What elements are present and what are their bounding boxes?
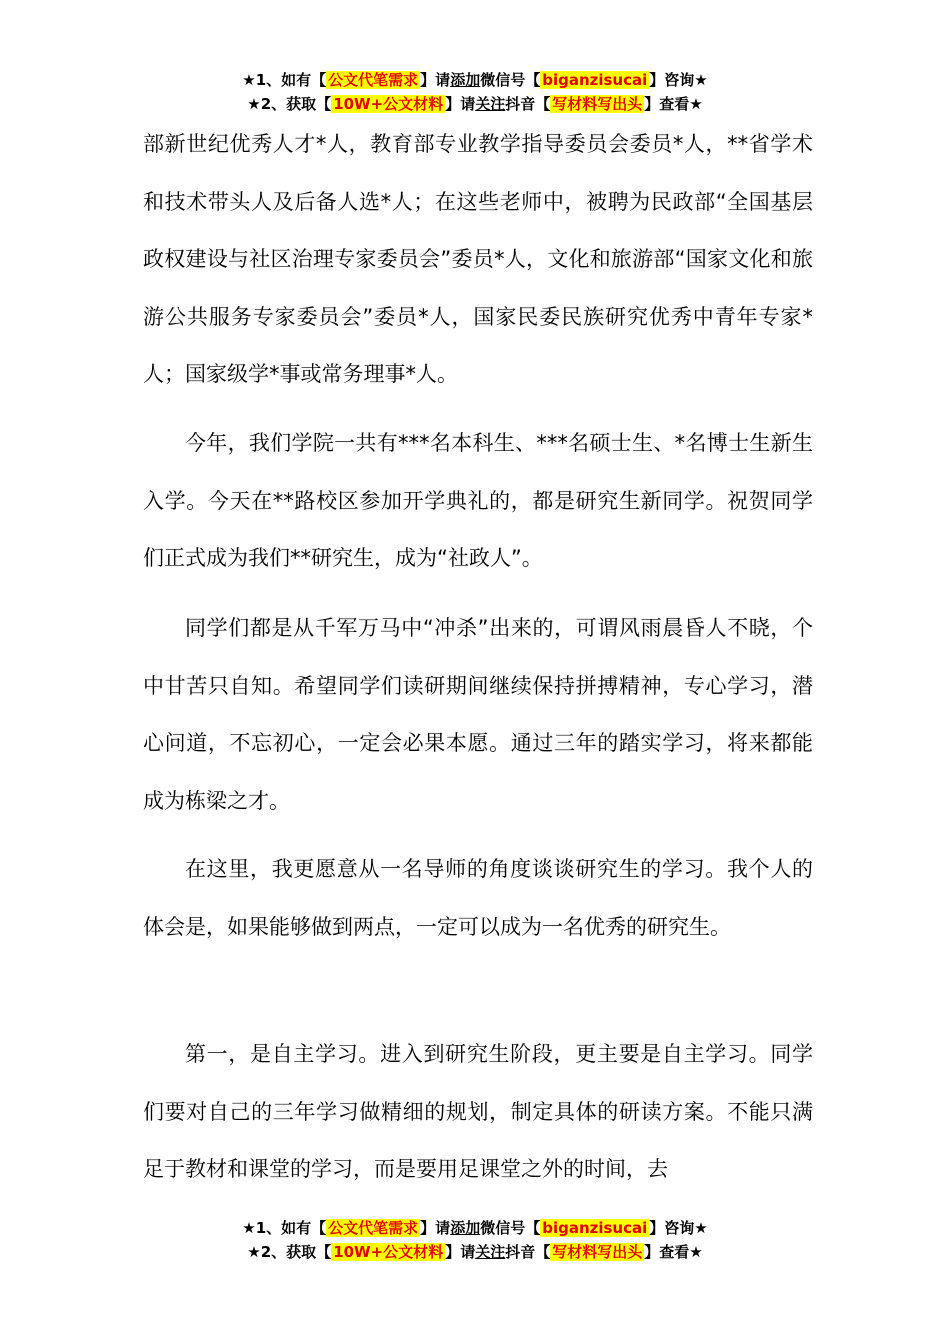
promo-highlight: 写材料写出头 bbox=[552, 95, 643, 113]
promo-line-2 bbox=[0, 1240, 950, 1264]
paragraph-continuation bbox=[143, 116, 813, 404]
promo-text: ★1、如有【 bbox=[242, 71, 327, 89]
paragraph-new-students bbox=[143, 415, 813, 588]
promo-underlined: 关注 bbox=[475, 95, 506, 113]
promo-text: ★2、获取【 bbox=[247, 1243, 332, 1261]
promo-highlight: 公文代笔需求 bbox=[328, 71, 419, 89]
promo-underlined: 添加 bbox=[450, 71, 481, 89]
promo-text: ★2、获取【 bbox=[247, 95, 332, 113]
paragraph: 今年，我们学院一共有***名本科生、***名硕士生、*名博士生新生入学。今天在**路校区参加开学典礼的，都是研究生新同学。祝贺同学们正式成为我们**研究生，成为“社政人”。 bbox=[143, 431, 813, 570]
promo-underlined: 添加 bbox=[450, 1219, 481, 1237]
promo-highlight: 10W+公文材料 bbox=[333, 95, 444, 113]
promo-line-1 bbox=[0, 68, 950, 92]
paragraph: 同学们都是从千军万马中“冲杀”出来的，可谓风雨晨昏人不晓，个中甘苦只自知。希望同学们读研期间继续保持拼搏精神，专心学习，潜心问道，不忘初心，一定会必果本愿。通过三年的踏实学习，将来都能成为栋梁之才。 bbox=[143, 616, 813, 813]
promo-text: 】咨询★ bbox=[649, 1219, 708, 1237]
promo-highlight: biganzisucai bbox=[542, 1219, 648, 1237]
promo-text: 微信号【 bbox=[480, 1219, 541, 1237]
paragraph-first-point bbox=[143, 1026, 813, 1199]
promo-text: ★1、如有【 bbox=[242, 1219, 327, 1237]
promo-highlight: 公文代笔需求 bbox=[328, 1219, 419, 1237]
promo-text: 微信号【 bbox=[480, 71, 541, 89]
promo-text: 】请 bbox=[445, 1243, 476, 1261]
footer-promo-banner bbox=[0, 1216, 950, 1264]
promo-highlight: 写材料写出头 bbox=[552, 1243, 643, 1261]
promo-text: 抖音【 bbox=[505, 95, 551, 113]
promo-underlined: 关注 bbox=[475, 1243, 506, 1261]
promo-text: 】请 bbox=[420, 1219, 451, 1237]
promo-text: 】请 bbox=[445, 95, 476, 113]
promo-text: 】查看★ bbox=[644, 1243, 703, 1261]
promo-highlight: biganzisucai bbox=[542, 71, 648, 89]
promo-text: 】咨询★ bbox=[649, 71, 708, 89]
promo-text: 】请 bbox=[420, 71, 451, 89]
paragraph-encouragement bbox=[143, 600, 813, 830]
paragraph: 在这里，我更愿意从一名导师的角度谈谈研究生的学习。我个人的体会是，如果能够做到两点，一定可以成为一名优秀的研究生。 bbox=[143, 857, 813, 939]
promo-text: 抖音【 bbox=[505, 1243, 551, 1261]
promo-line-2 bbox=[0, 92, 950, 116]
paragraph: 第一，是自主学习。进入到研究生阶段，更主要是自主学习。同学们要对自己的三年学习做精细的规划，制定具体的研读方案。不能只满足于教材和课堂的学习，而是要用足课堂之外的时间，去 bbox=[143, 1042, 813, 1181]
promo-highlight: 10W+公文材料 bbox=[333, 1243, 444, 1261]
promo-line-1 bbox=[0, 1216, 950, 1240]
header-promo-banner bbox=[0, 68, 950, 116]
paragraph: 部新世纪优秀人才*人，教育部专业教学指导委员会委员*人，**省学术和技术带头人及后备人选*人；在这些老师中，被聘为民政部“全国基层政权建设与社区治理专家委员会”委员*人，文化和旅游部“国家文化和旅游公共服务专家委员会”委员*人，国家民委民族研究优秀中青年专家*人；国家级学*事或常务理事*人。 bbox=[143, 132, 813, 386]
paragraph-mentor-view bbox=[143, 841, 813, 956]
promo-text: 】查看★ bbox=[644, 95, 703, 113]
